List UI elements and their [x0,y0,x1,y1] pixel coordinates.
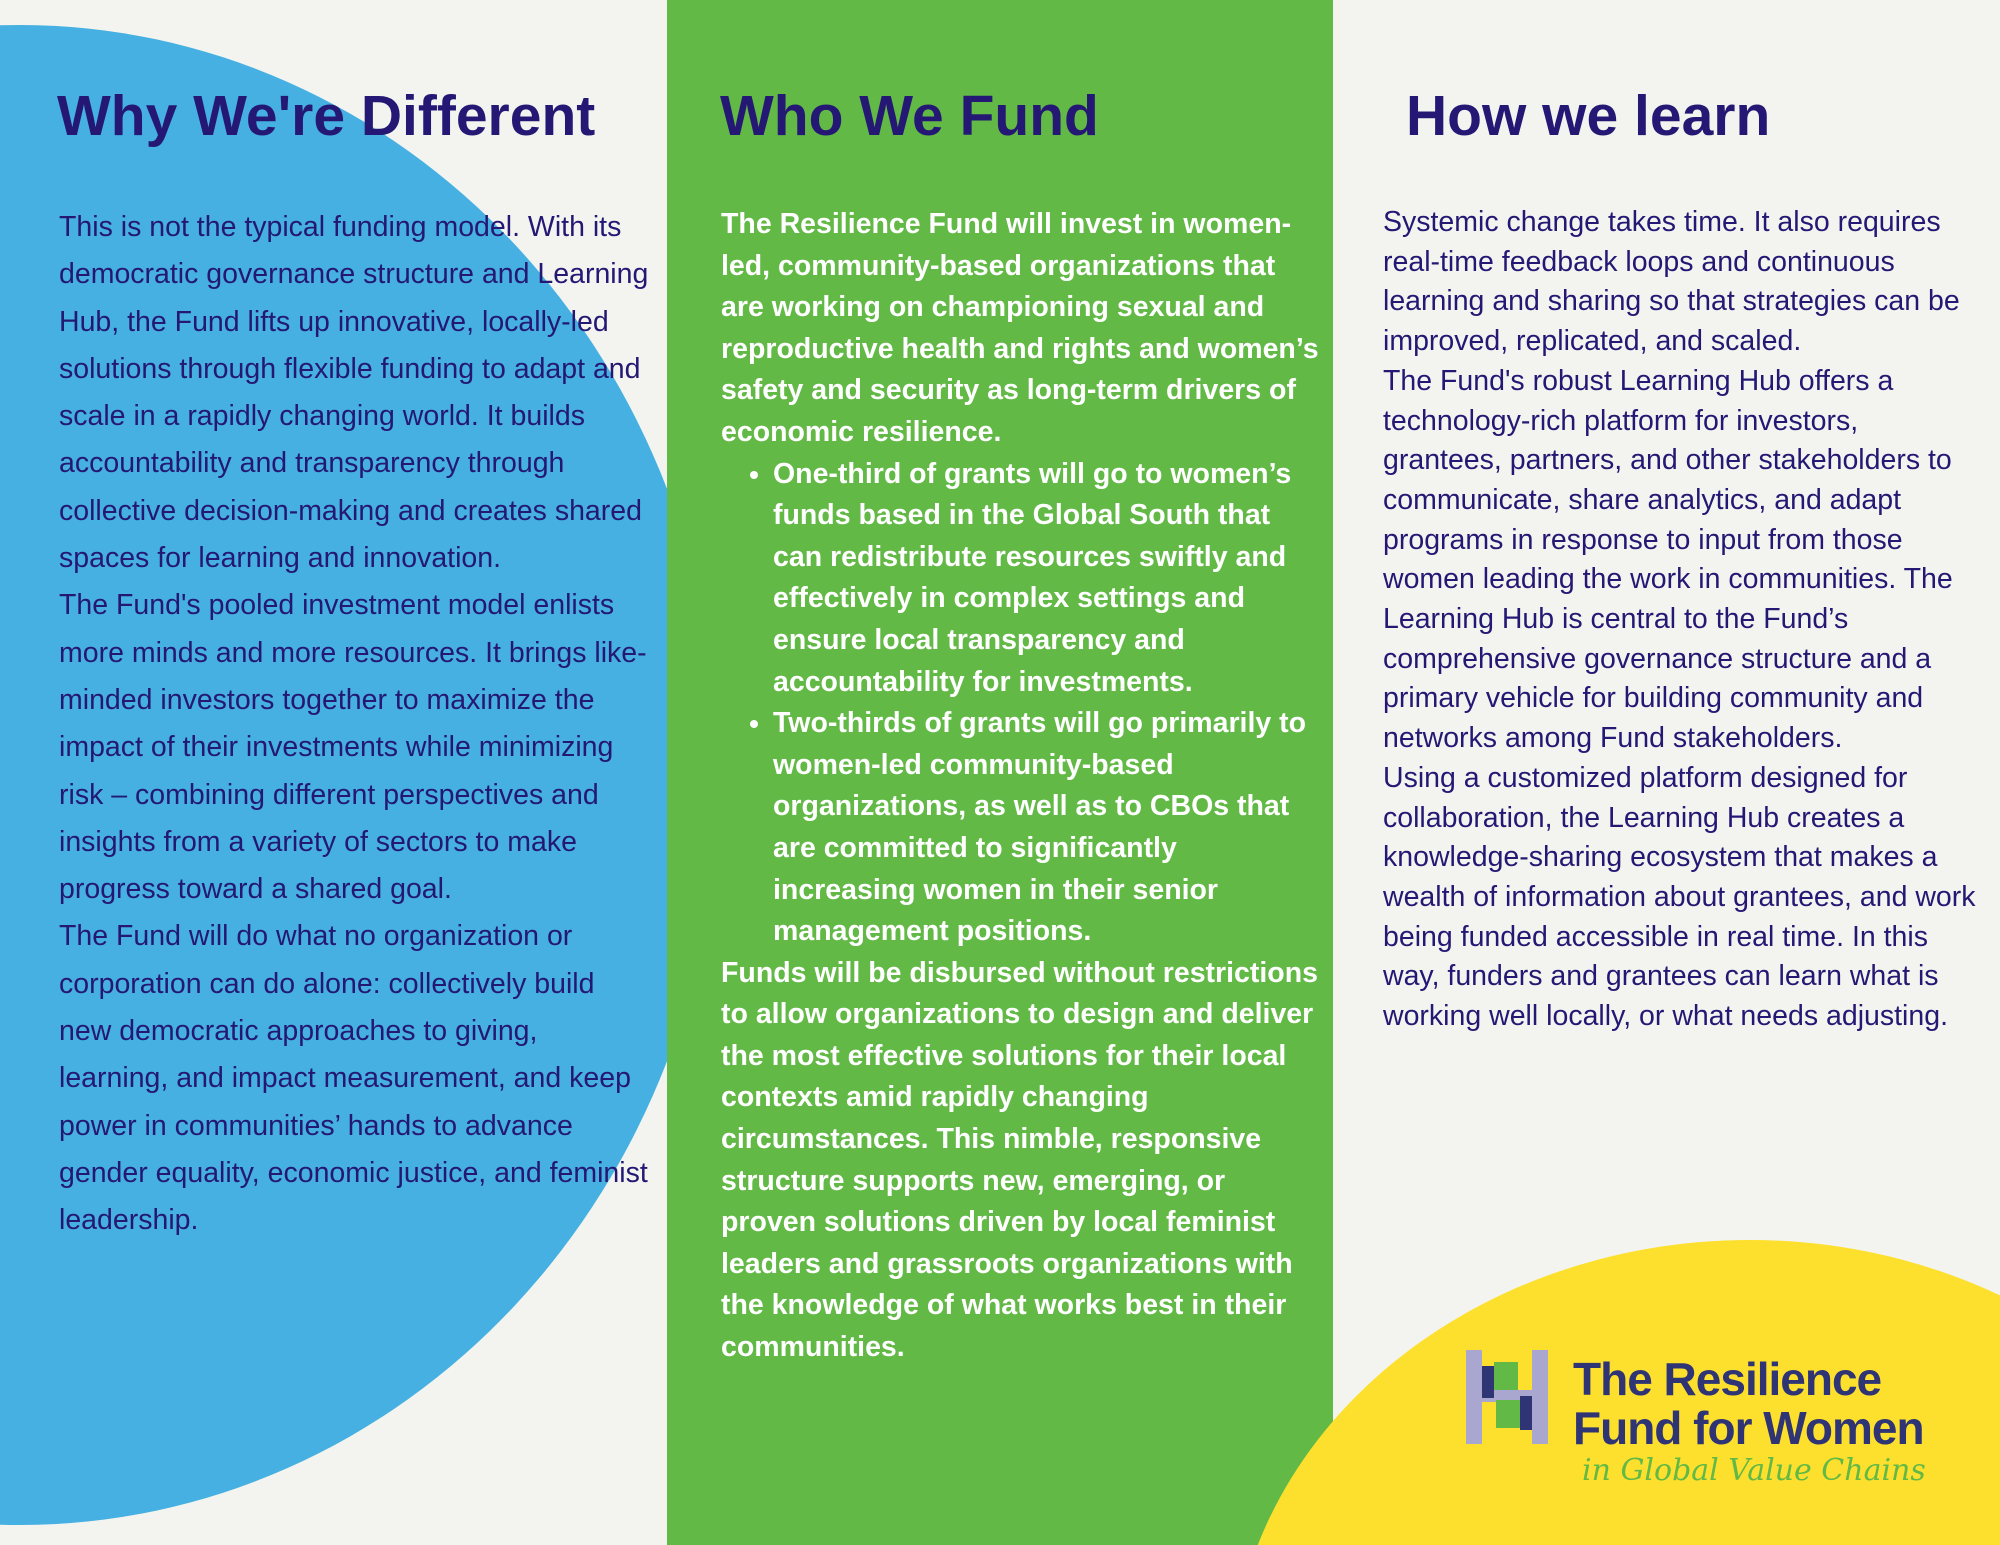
resilience-fund-logo-icon [1466,1350,1550,1446]
list-item: • Two-thirds of grants will go primarily to women-led community-based organizations, as well as to CBOs that are committed to significantly increasing women in their senior management positions. [773,703,1321,953]
how-we-learn-paragraph-1: Systemic change takes time. It also requires real-time feedback loops and continuous learning and sharing so that strategies can be improved, replicated, and scaled. [1383,206,1960,358]
who-we-fund-intro: The Resilience Fund will invest in women-led, community-based organizations that are working on championing sexual and reproductive health and rights and women’s safety and security as long-term drivers of economic resilience. [721,208,1319,448]
grant-allocation-list [721,454,1321,953]
logo-text-line-2: Fund for Women [1573,1402,1924,1454]
resilience-fund-logo [1466,1348,1986,1508]
logo-tagline: in Global Value Chains [1582,1453,1926,1488]
why-different-paragraph-1: This is not the typical funding model. With its democratic governance structure and Learning Hub, the Fund lifts up innovative, locally-led solutions through flexible funding to adapt and scale in a rapidly changing world. It builds accountability and transparency through collective decision-making and creates shared spaces for learning and innovation. [59,211,649,575]
who-we-fund-closing: Funds will be disbursed without restrictions to allow organizations to design and deliver the most effective solutions for their local contexts amid rapidly changing circumstances. This nimble, responsive structure supports new, emerging, or proven solutions driven by local feminist leaders and grassroots organizations with the knowledge of what works best in their communities. [721,956,1318,1364]
how-we-learn-paragraph-3: Using a customized platform designed for collaboration, the Learning Hub creates a knowledge-sharing ecosystem that makes a wealth of information about grantees, and work being funded accessible in real time. In this way, funders and grantees can learn what is working well locally, or what needs adjusting. [1383,761,1976,1033]
how-we-learn-paragraph-2: The Fund's robust Learning Hub offers a technology-rich platform for investors, grantees, partners, and other stakeholders to communicate, share analytics, and adapt programs in response to input from those women leading the work in communities. The Learning Hub is central to the Fund’s comprehensive governance structure and a primary vehicle for building community and networks among Fund stakeholders. [1383,364,1953,755]
why-different-paragraph-3: The Fund will do what no organization or corporation can do alone: collectively build new democratic approaches to giving, learning, and impact measurement, and keep power in communities’ hands to advance gender equality, economic justice, and feminist leadership. [59,920,648,1237]
logo-text-line-1: The Resilience [1573,1353,1882,1405]
why-different-paragraph-2: The Fund's pooled investment model enlists more minds and more resources. It brings like-minded investors together to maximize the impact of their investments while minimizing risk – combining different perspectives and insights from a variety of sectors to make progress toward a shared goal. [59,589,647,906]
how-we-learn-section [1383,203,1983,1037]
who-we-fund-section [721,204,1321,1369]
how-we-learn-heading: How we learn [1406,84,1771,148]
who-we-fund-heading: Who We Fund [720,84,1099,148]
why-different-section [59,204,649,1245]
list-item: • One-third of grants will go to women’s funds based in the Global South that can redistribute resources swiftly and effectively in complex settings and ensure local transparency and accountability for investments. [773,454,1321,704]
why-different-heading: Why We're Different [57,84,596,148]
